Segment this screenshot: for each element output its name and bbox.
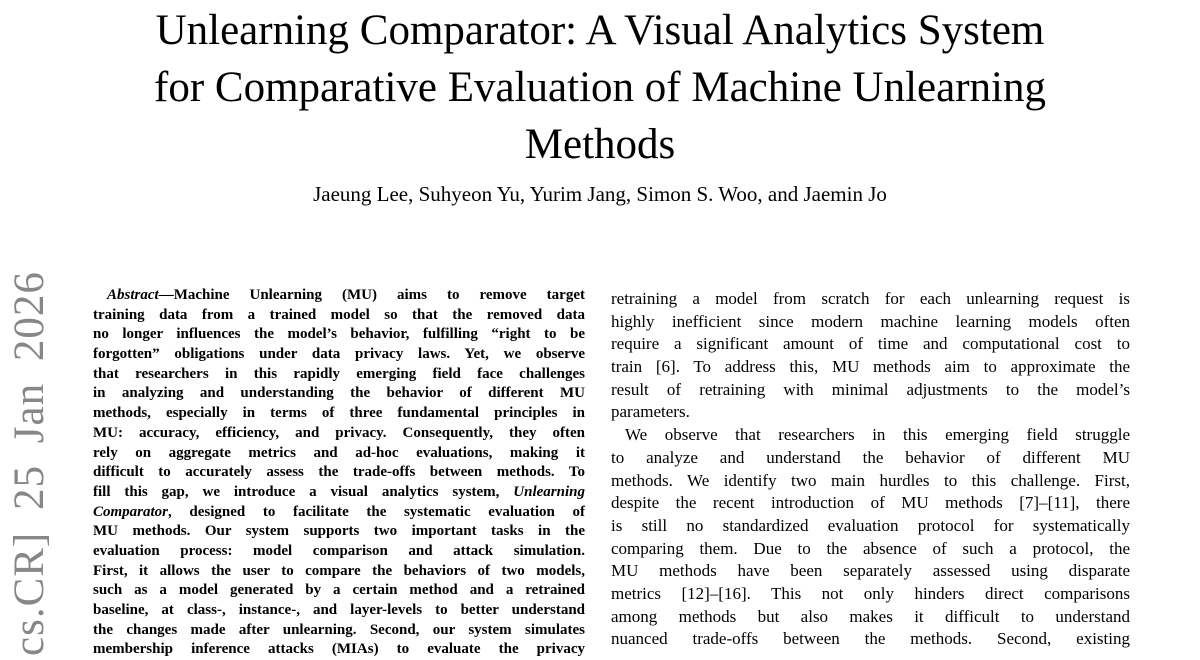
- intro-line: result of retraining with minimal adjustments to the model’s: [611, 379, 1130, 399]
- intro-line: despite the recent introduction of MU methods [7]–[11], there: [611, 493, 1130, 513]
- intro-line: metrics [12]–[16]. This not only hinders direct comparisons: [611, 583, 1130, 603]
- abstract-line: Comparator, designed to facilitate the systematic evaluation of: [93, 503, 585, 520]
- abstract-line: methods, especially in terms of three fundamental principles in: [93, 405, 585, 422]
- abstract-column: [93, 286, 585, 660]
- paper-title-line-2: for Comparative Evaluation of Machine Unlearning: [154, 64, 1046, 111]
- abstract-line: membership inference attacks (MIAs) to evaluate the privacy: [93, 641, 585, 658]
- intro-line: highly inefficient since modern machine learning models often: [611, 311, 1130, 331]
- intro-line: to analyze and understand the behavior of different MU: [611, 447, 1130, 467]
- intro-line: train [6]. To address this, MU methods aim to approximate the: [611, 357, 1130, 377]
- abstract-line: rely on aggregate metrics and ad-hoc evaluations, making it: [93, 444, 585, 461]
- paper-title-line-1: Unlearning Comparator: A Visual Analytics System: [155, 7, 1045, 54]
- intro-line: comparing them. Due to the absence of such a protocol, the: [611, 538, 1130, 558]
- abstract-line: evaluation process: model comparison and attack simulation.: [93, 542, 585, 559]
- abstract-line: baseline, at class-, instance-, and layer-levels to better understand: [93, 602, 585, 618]
- abstract-line: difficult to accurately assess the trade-offs between methods. To: [93, 464, 585, 481]
- paper-title-line-3: Methods: [524, 121, 676, 168]
- abstract-line: training data from a trained model so that the removed data: [93, 306, 585, 323]
- abstract-line: First, it allows the user to compare the behaviors of two models,: [93, 562, 585, 579]
- abstract-line: fill this gap, we introduce a visual analytics system, Unlearning: [93, 483, 585, 500]
- abstract-line: in analyzing and understanding the behavior of different MU: [93, 385, 585, 402]
- abstract-line: Abstract—Machine Unlearning (MU) aims to remove target: [107, 287, 585, 303]
- abstract-line: forgotten” obligations under data privacy laws. Yet, we observe: [93, 346, 585, 363]
- intro-line: methods. We identify two main hurdles to this challenge. First,: [611, 470, 1130, 490]
- intro-line: parameters.: [611, 402, 690, 422]
- intro-line: require a significant amount of time and computational cost to: [611, 334, 1130, 354]
- intro-line: We observe that researchers in this emerging field struggle: [625, 425, 1130, 445]
- abstract-line: that researchers in this rapidly emerging field face challenges: [93, 365, 585, 382]
- intro-column: [611, 288, 1130, 651]
- intro-line: retraining a model from scratch for each unlearning request is: [611, 289, 1130, 308]
- abstract-line: MU methods. Our system supports two important tasks in the: [93, 523, 585, 540]
- paper-authors: Jaeung Lee, Suhyeon Yu, Yurim Jang, Simon S. Woo, and Jaemin Jo: [313, 182, 887, 206]
- abstract-line: MU: accuracy, efficiency, and privacy. Consequently, they often: [93, 424, 585, 441]
- arxiv-watermark: cs.CR] 25 Jan 2026: [6, 271, 53, 656]
- abstract-line: no longer influences the model’s behavior, fulfilling “right to be: [93, 326, 585, 343]
- intro-line: among methods but also makes it difficult to understand: [611, 606, 1130, 626]
- abstract-line: the changes made after unlearning. Second, our system simulates: [93, 621, 585, 638]
- paper-title: [0, 2, 1200, 173]
- intro-line: nuanced trade-offs between the methods. Second, existing: [611, 629, 1130, 649]
- intro-line: MU methods have been separately assessed using disparate: [611, 561, 1130, 581]
- intro-line: is still no standardized evaluation protocol for systematically: [611, 515, 1130, 535]
- abstract-line: such as a model generated by a certain method and a retrained: [93, 582, 585, 599]
